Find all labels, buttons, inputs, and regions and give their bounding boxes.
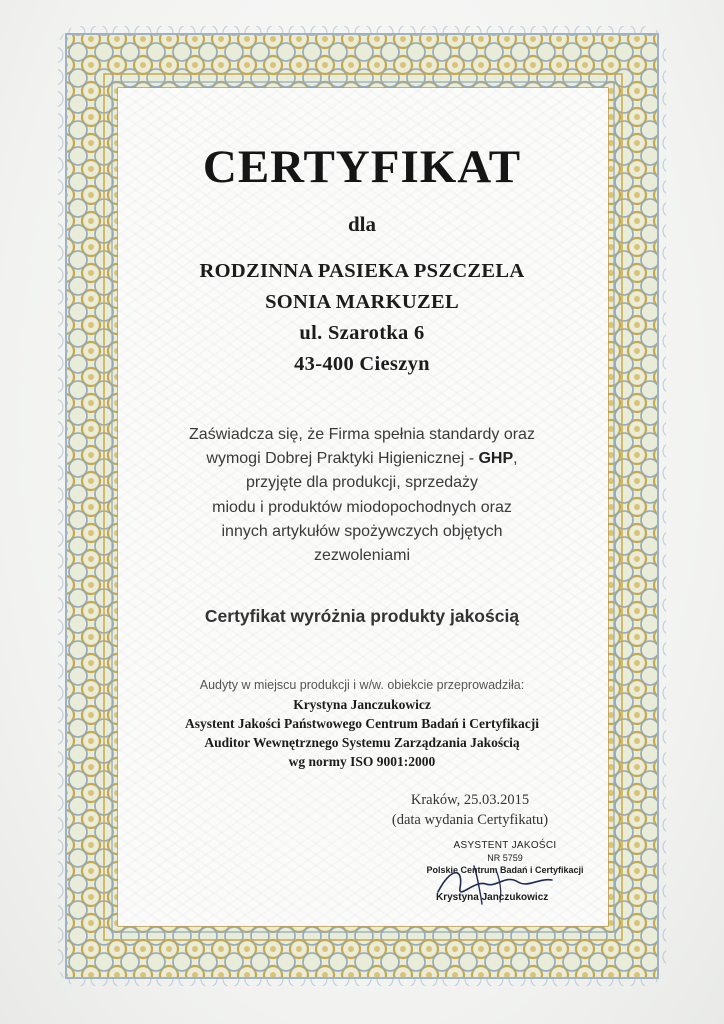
statement-line: miodu i produktów miodopochodnych oraz — [212, 498, 512, 516]
statement-line: przyjęte dla produkcji, sprzedaży — [245, 474, 479, 492]
statement-line — [0, 447, 724, 471]
recipient-street: ul. Szarotka 6 — [299, 322, 425, 344]
recipient-city: 43-400 Cieszyn — [294, 353, 430, 375]
auditor-name: Krystyna Janczukowicz — [293, 697, 431, 712]
stamp-signer: Krystyna Janczukowicz — [436, 892, 549, 903]
recipient-name-line1: RODZINNA PASIEKA PSZCZELA — [199, 260, 525, 282]
recipient-name-line2: SONIA MARKUZEL — [265, 291, 459, 313]
auditor-role-2: Auditor Wewnętrznego Systemu Zarządzania Jakością — [204, 735, 520, 750]
auditor-role-1: Asystent Jakości Państwowego Centrum Badań i Certyfikacji — [185, 716, 539, 731]
audit-intro: Audyty w miejscu produkcji i w/w. obiekcie przeprowadziła: — [199, 678, 525, 692]
statement-line: Zaświadcza się, że Firma spełnia standardy oraz — [189, 426, 535, 443]
quality-highlight: Certyfikat wyróżnia produkty jakością — [204, 606, 520, 626]
ghp-label: GHP — [478, 450, 514, 468]
statement-line: innych artykułów spożywczych objętych — [221, 522, 503, 540]
certificate-title: CERTYFIKAT — [202, 141, 522, 193]
statement-line: zezwoleniami — [313, 547, 411, 565]
stamp-title: ASYSTENT JAKOŚCI — [453, 840, 557, 851]
stamp-organization: Polskie Centrum Badań i Certyfikacji — [426, 865, 584, 875]
certification-statement — [0, 423, 724, 568]
iso-norm: wg normy ISO 9001:2000 — [288, 754, 436, 769]
stamp-number: NR 5759 — [487, 853, 523, 863]
statement-text: wymogi Dobrej Praktyki Higienicznej - — [206, 450, 479, 468]
audit-block — [0, 676, 724, 771]
for-label: dla — [347, 212, 376, 236]
recipient-block — [0, 256, 724, 380]
issue-place-date: Kraków, 25.03.2015 — [410, 792, 530, 808]
issue-block — [370, 790, 570, 830]
issue-note: (data wydania Certyfikatu) — [391, 812, 549, 828]
statement-comma: , — [513, 450, 518, 468]
